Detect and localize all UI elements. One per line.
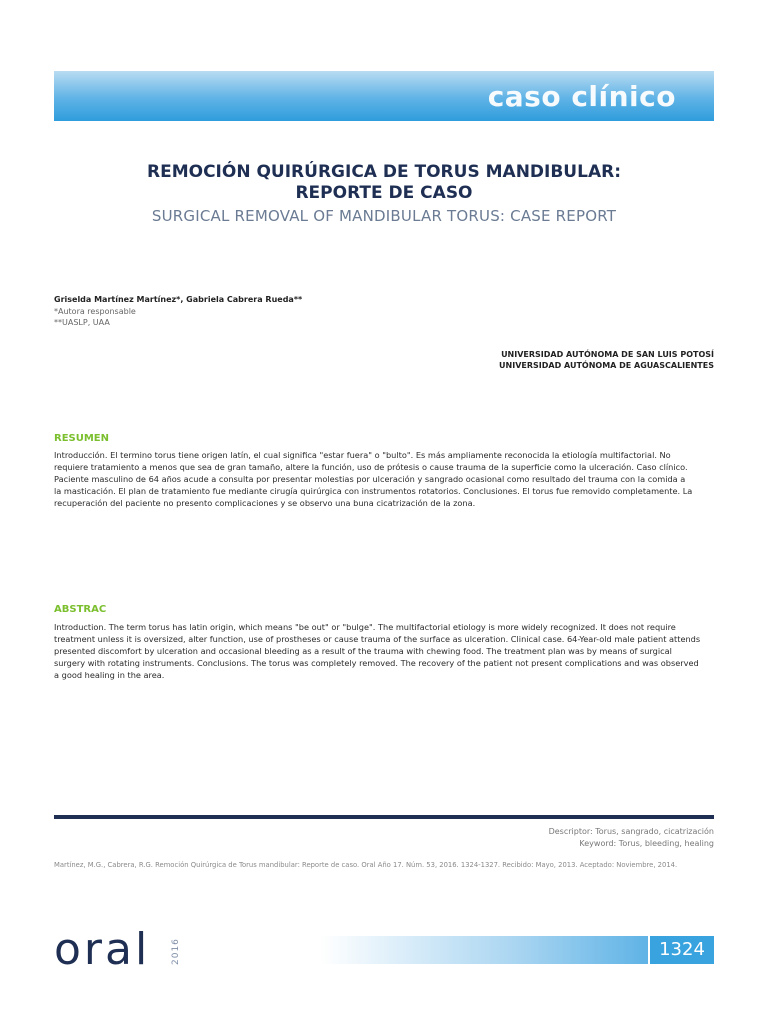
title-spanish-line1: REMOCIÓN QUIRÚRGICA DE TORUS MANDIBULAR: (147, 162, 621, 182)
title-spanish-line2: REPORTE DE CASO (295, 183, 473, 203)
author-note-1: *Autora responsable (54, 307, 136, 316)
title-english: SURGICAL REMOVAL OF MANDIBULAR TORUS: CASE REPORT (151, 207, 617, 225)
author-names: Griselda Martínez Martínez*, Gabriela Cabrera Rueda** (54, 295, 303, 304)
author-note-2: **UASLP, UAA (54, 318, 110, 327)
university-2: UNIVERSIDAD AUTÓNOMA DE AGUASCALIENTES (499, 361, 714, 370)
descriptor-line: Descriptor: Torus, sangrado, cicatrización (548, 827, 714, 836)
resumen-line: requiere tratamiento a menos que sea de gran tamaño, altere la función, uso de prótesis o cause trauma de la superficie como la ulceración. Caso clínico. (54, 462, 688, 473)
keyword-line: Keyword: Torus, bleeding, healing (579, 839, 714, 848)
resumen-heading: RESUMEN (54, 433, 110, 444)
abstract-heading: ABSTRAC (54, 604, 107, 615)
page-number: 1324 (650, 936, 714, 964)
journal-logo: oral (54, 924, 151, 975)
resumen-line: Introducción. El termino torus tiene origen latín, el cual significa "estar fuera" o "bulto". Es más ampliamente reconocida la etiología multifactorial. No (54, 450, 671, 460)
logo-year: 2016 (171, 938, 181, 966)
abstract-line: Introduction. The term torus has latin origin, which means "be out" or "bulge". The multifactorial etiology is more widely recognized. It does not require (54, 622, 676, 632)
footer-band (320, 936, 648, 964)
resumen-line: recuperación del paciente no presento complicaciones y se observo una buna cicatrización de la zona. (54, 498, 476, 509)
section-label: caso clínico (487, 80, 676, 113)
abstract-line: treatment unless it is oversized, alter function, use of prostheses or cause trauma of the surface as ulceration. Clinical case. 64-Year-old male patient attends (54, 634, 701, 645)
footer-rule (54, 815, 714, 819)
resumen-line: Paciente masculino de 64 años acude a consulta por presentar molestias por ulceración y sangrado ocasional como resultado del trauma con la comida a (54, 474, 686, 485)
header-band (54, 71, 714, 121)
abstract-line: presented discomfort by ulceration and occasional bleeding as a result of the trauma with chewing food. The treatment plan was by means of surgical (54, 646, 672, 657)
university-1: UNIVERSIDAD AUTÓNOMA DE SAN LUIS POTOSÍ (501, 350, 714, 359)
citation-line: Martínez, M.G., Cabrera, R.G. Remoción Quirúrgica de Torus mandibular: Reporte de caso. Oral Año 17. Núm. 53, 2016. 1324-1327. Recibido: Mayo, 2013. Aceptado: Noviembre, 2014. (54, 861, 678, 869)
abstract-text (54, 621, 714, 681)
abstract-line: a good healing in the area. (54, 670, 165, 681)
resumen-text (54, 449, 714, 509)
abstract-line: surgery with rotating instruments. Conclusions. The torus was completely removed. The recovery of the patient not present complications and was observed (54, 658, 699, 669)
resumen-line: la masticación. El plan de tratamiento fue mediante cirugía quirúrgica con instrumentos rotatorios. Conclusiones. El torus fue removido completamente. La (54, 486, 693, 497)
